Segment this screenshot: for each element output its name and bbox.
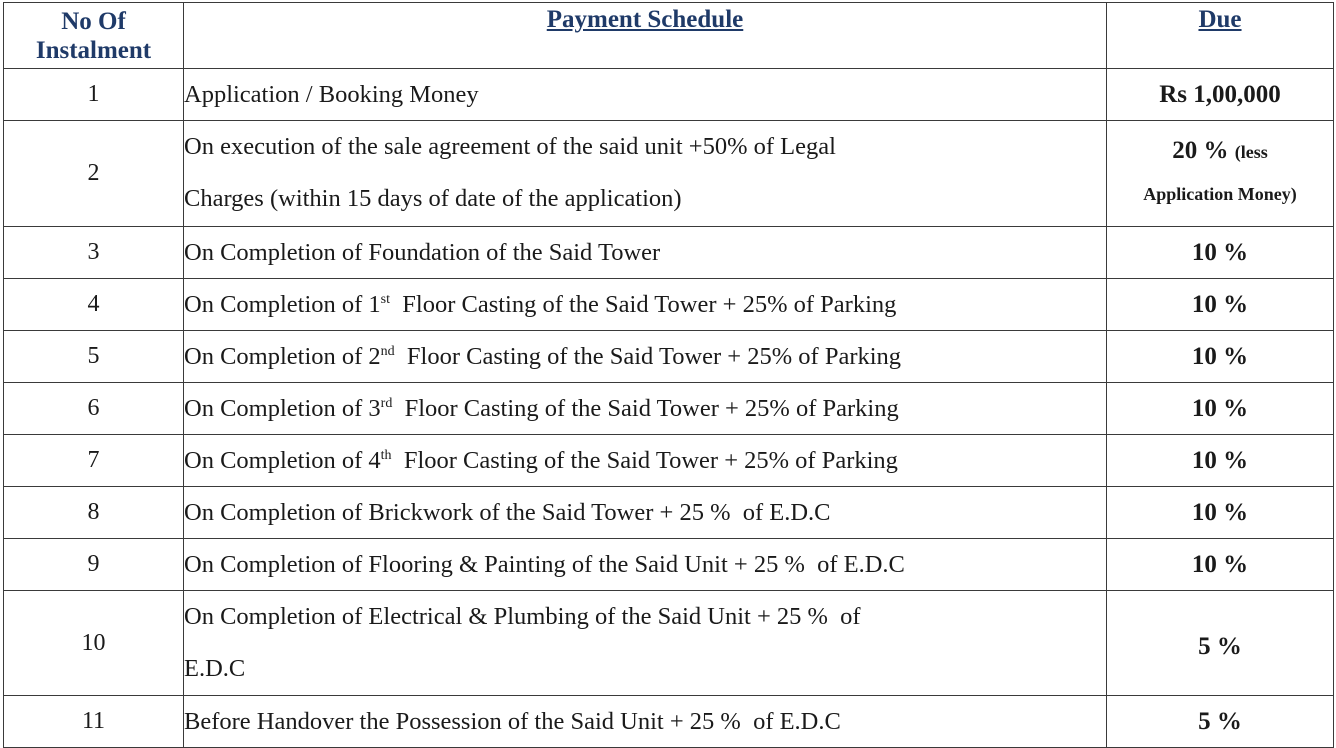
table-row (4, 69, 1334, 121)
table-row (4, 227, 1334, 279)
instalment-number: 6 (4, 383, 184, 435)
due-amount: 5 % (1107, 591, 1334, 696)
schedule-description (184, 69, 1107, 121)
due-amount: 10 % (1107, 487, 1334, 539)
description-line-2: Charges (within 15 days of date of the application) (184, 185, 682, 212)
instalment-number: 10 (4, 591, 184, 696)
table-row (4, 591, 1334, 696)
description-text-rest: Floor Casting of the Said Tower + 25% of Parking (394, 342, 902, 370)
header-due (1107, 3, 1334, 69)
description-text-rest: Floor Casting of the Said Tower + 25% of Parking (391, 446, 898, 474)
schedule-description (184, 383, 1107, 435)
schedule-description (184, 487, 1107, 539)
instalment-number: 5 (4, 331, 184, 383)
due-amount: 10 % (1107, 383, 1334, 435)
due-amount: 10 % (1107, 279, 1334, 331)
description-text: On Completion of 3 (184, 394, 381, 422)
due-amount (1107, 121, 1334, 227)
description-text-rest: Floor Casting of the Said Tower + 25% of Parking (390, 290, 897, 318)
schedule-description (184, 696, 1107, 748)
description-line-1: On Completion of Electrical & Plumbing of the Said Unit + 25 % of (184, 603, 861, 630)
header-instalment-label: No Of Instalment (35, 7, 152, 64)
header-payment-schedule-label: Payment Schedule (546, 6, 744, 33)
ordinal-suffix: st (380, 291, 391, 307)
due-note-2: Application Money) (1143, 184, 1297, 204)
header-due-label: Due (1198, 6, 1242, 33)
schedule-description (184, 539, 1107, 591)
description-text: Application / Booking Money (184, 80, 479, 108)
description-text: On Completion of Flooring & Painting of the Said Unit + 25 % of E.D.C (184, 550, 905, 578)
instalment-number: 4 (4, 279, 184, 331)
description-text: On Completion of Brickwork of the Said Tower + 25 % of E.D.C (184, 498, 831, 526)
description-line-2: E.D.C (184, 655, 246, 682)
due-amount: 10 % (1107, 227, 1334, 279)
due-amount: 5 % (1107, 696, 1334, 748)
instalment-number: 11 (4, 696, 184, 748)
description-text: On Completion of Foundation of the Said Tower (184, 238, 661, 266)
schedule-description (184, 331, 1107, 383)
schedule-description (184, 591, 1107, 696)
table-row (4, 383, 1334, 435)
table-row (4, 487, 1334, 539)
instalment-number: 7 (4, 435, 184, 487)
due-amount: 10 % (1107, 331, 1334, 383)
description-line-1: On execution of the sale agreement of the said unit +50% of Legal (184, 133, 836, 160)
table-row (4, 435, 1334, 487)
header-payment-schedule (184, 3, 1107, 69)
table-row (4, 696, 1334, 748)
schedule-description (184, 279, 1107, 331)
ordinal-suffix: th (380, 447, 392, 463)
due-amount: Rs 1,00,000 (1107, 69, 1334, 121)
schedule-description (184, 227, 1107, 279)
table-row (4, 121, 1334, 227)
description-text: On Completion of 1 (184, 290, 381, 318)
ordinal-suffix: nd (380, 343, 395, 359)
instalment-number: 1 (4, 69, 184, 121)
table-header-row (4, 3, 1334, 69)
instalment-number: 9 (4, 539, 184, 591)
due-note-1: (less (1234, 142, 1268, 162)
due-amount: 10 % (1107, 539, 1334, 591)
description-text: On Completion of 2 (184, 342, 381, 370)
payment-schedule-table (3, 2, 1334, 748)
description-text-rest: Floor Casting of the Said Tower + 25% of Parking (392, 394, 899, 422)
table-row (4, 539, 1334, 591)
table-row (4, 279, 1334, 331)
description-text: On Completion of 4 (184, 446, 381, 474)
table-row (4, 331, 1334, 383)
ordinal-suffix: rd (380, 395, 393, 411)
description-text: Before Handover the Possession of the Said Unit + 25 % of E.D.C (184, 707, 841, 735)
instalment-number: 3 (4, 227, 184, 279)
schedule-description (184, 121, 1107, 227)
schedule-description (184, 435, 1107, 487)
header-instalment (4, 3, 184, 69)
due-amount: 10 % (1107, 435, 1334, 487)
instalment-number: 2 (4, 121, 184, 227)
instalment-number: 8 (4, 487, 184, 539)
due-main: 20 % (1172, 137, 1229, 164)
